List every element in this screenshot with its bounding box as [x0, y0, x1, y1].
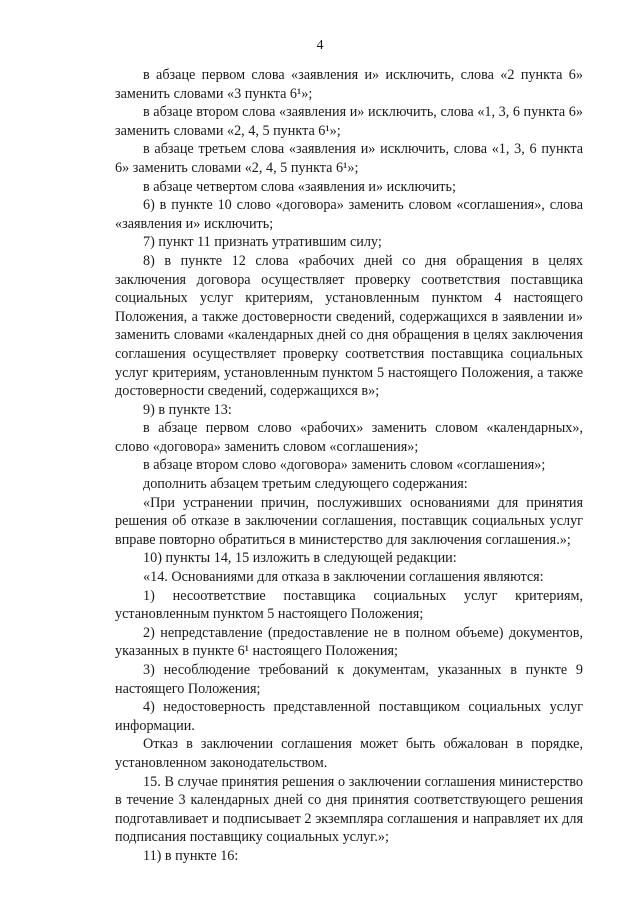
page-number: 4 — [316, 38, 324, 53]
paragraph: 6) в пункте 10 слово «договора» заменить словом «соглашения», слова «заявления и» исключить; — [115, 197, 583, 232]
paragraph: в абзаце втором слова «заявления и» исключить, слова «1, 3, 6 пункта 6» заменить словами «2, 4, 5 пункта 6¹»; — [115, 104, 583, 139]
paragraph: в абзаце третьем слова «заявления и» исключить, слова «1, 3, 6 пункта 6» заменить словами «2, 4, 5 пункта 6¹»; — [115, 141, 583, 176]
paragraph: 2) непредставление (предоставление не в полном объеме) документов, указанных в пункте 6¹ настоящего Положения; — [115, 624, 583, 660]
paragraph: дополнить абзацем третьим следующего содержания: — [143, 476, 468, 493]
paragraph: 10) пункты 14, 15 изложить в следующей редакции: — [143, 550, 457, 567]
paragraph: 4) недостоверность представленной поставщиком социальных услуг информации. — [115, 699, 583, 734]
paragraph: в абзаце первом слова «заявления и» исключить, слова «2 пункта 6» заменить словами «3 пункта 6¹»; — [115, 67, 583, 102]
paragraph: Отказ в заключении соглашения может быть обжалован в порядке, установленном законодательством. — [115, 736, 583, 771]
paragraph: «При устранении причин, послуживших основаниями для принятия решения об отказе в заключении соглашения, поставщик социальных услуг вправе повторно обратиться в министерство для заключения соглашения.»; — [115, 494, 583, 548]
paragraph: 11) в пункте 16: — [143, 847, 239, 864]
paragraph: 7) пункт 11 признать утратившим силу; — [143, 234, 382, 251]
paragraph: «14. Основаниями для отказа в заключении соглашения являются: — [143, 569, 544, 586]
paragraph: 3) несоблюдение требований к документам, указанных в пункте 9 настоящего Положения; — [115, 662, 583, 697]
paragraph: 15. В случае принятия решения о заключении соглашения министерство в течение 3 календарных дней со дня принятия соответствующего решения подготавливает и подписывает 2 экземпляра соглашения и направляет их для подписания поставщику социальных услуг.»; — [115, 773, 583, 846]
paragraph: в абзаце втором слово «договора» заменить словом «соглашения»; — [143, 457, 546, 474]
paragraph: 1) несоответствие поставщика социальных услуг критериям, установленным пунктом 5 настоящего Положения; — [115, 587, 583, 623]
document-body — [115, 66, 583, 866]
paragraph: 8) в пункте 12 слова «рабочих дней со дня обращения в целях заключения договора осуществляет проверку соответствия поставщика социальных услуг критериям, установленным пунктом 4 настоящего Положения, а также достоверности сведений, содержащихся в заявлении и» заменить словами «календарных дней со дня обращения в целях заключения соглашения осуществляет проверку соответствия поставщика социальных услуг критериям, установленным пунктом 5 настоящего Положения, а также достоверности сведений, содержащихся в»; — [115, 252, 583, 400]
paragraph: в абзаце первом слово «рабочих» заменить словом «календарных», слово «договора» заменить словом «соглашения»; — [115, 420, 583, 455]
paragraph: в абзаце четвертом слова «заявления и» исключить; — [143, 178, 456, 195]
paragraph: 9) в пункте 13: — [143, 401, 232, 418]
